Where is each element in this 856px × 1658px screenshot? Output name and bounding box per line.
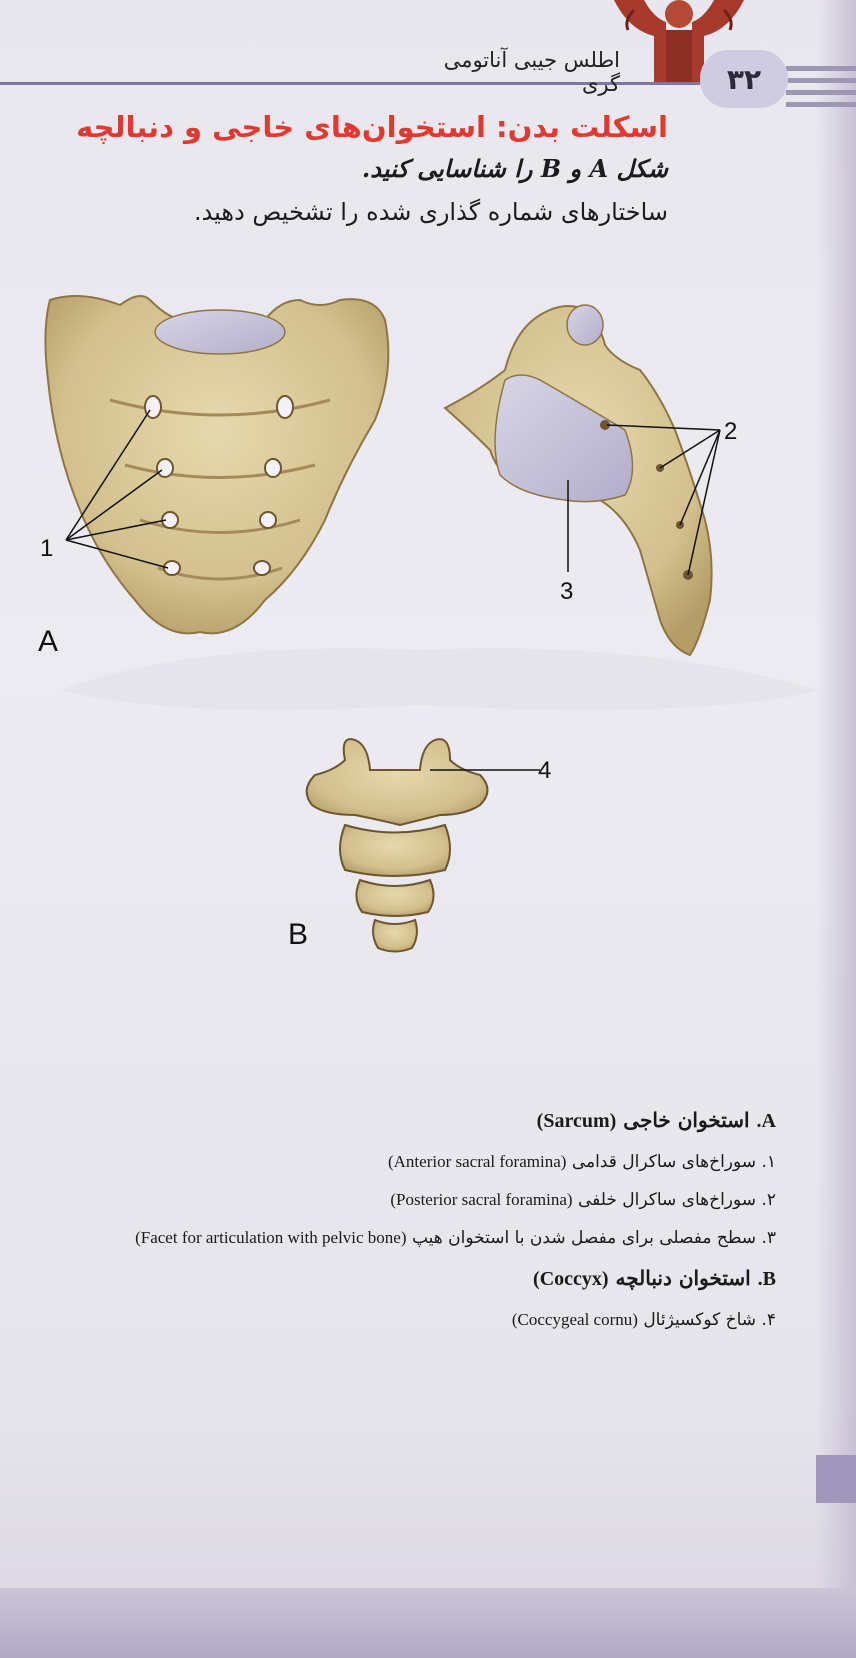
instruction-structures: ساختارهای شماره گذاری شده را تشخیص دهید.: [193, 198, 668, 226]
structure-label-1: 1: [40, 535, 54, 562]
figure-label-a: A: [38, 625, 59, 658]
legend-section-a: A. استخوان خاجی (Sarcum): [536, 1108, 776, 1132]
structure-label-4: 4: [538, 757, 552, 784]
coccyx: [307, 739, 488, 951]
legend-item-1: ۱. سوراخ‌های ساکرال قدامی (Anterior sacral foramina): [387, 1152, 776, 1172]
page-tab-marker: [816, 1455, 856, 1503]
book-title: اطلس جیبی آناتومی گری: [443, 48, 620, 96]
figure-label-b: B: [288, 918, 309, 951]
legend-item-2: ۲. سوراخ‌های ساکرال خلفی (Posterior sacral foramina): [390, 1190, 776, 1210]
instruction-identify: شکل A و B را شناسایی کنید.: [361, 154, 668, 183]
page-title: اسکلت بدن: استخوان‌های خاجی و دنبالچه: [76, 110, 668, 144]
sacrum-lateral: [445, 305, 712, 655]
legend-section-b: B. استخوان دنبالچه (Coccyx): [533, 1266, 776, 1290]
legend-item-3: ۳. سطح مفصلی برای مفصل شدن با استخوان هیپ (Facet for articulation with pelvic bone): [135, 1228, 776, 1248]
structure-label-2: 2: [724, 418, 738, 445]
structure-label-3: 3: [560, 578, 574, 605]
legend-item-4: ۴. شاخ کوکسیژئال (Coccygeal cornu): [511, 1310, 776, 1330]
sacrum-anterior: [45, 296, 388, 633]
bottom-band: [0, 1588, 856, 1658]
page-number-badge: ۳۲: [700, 50, 788, 108]
